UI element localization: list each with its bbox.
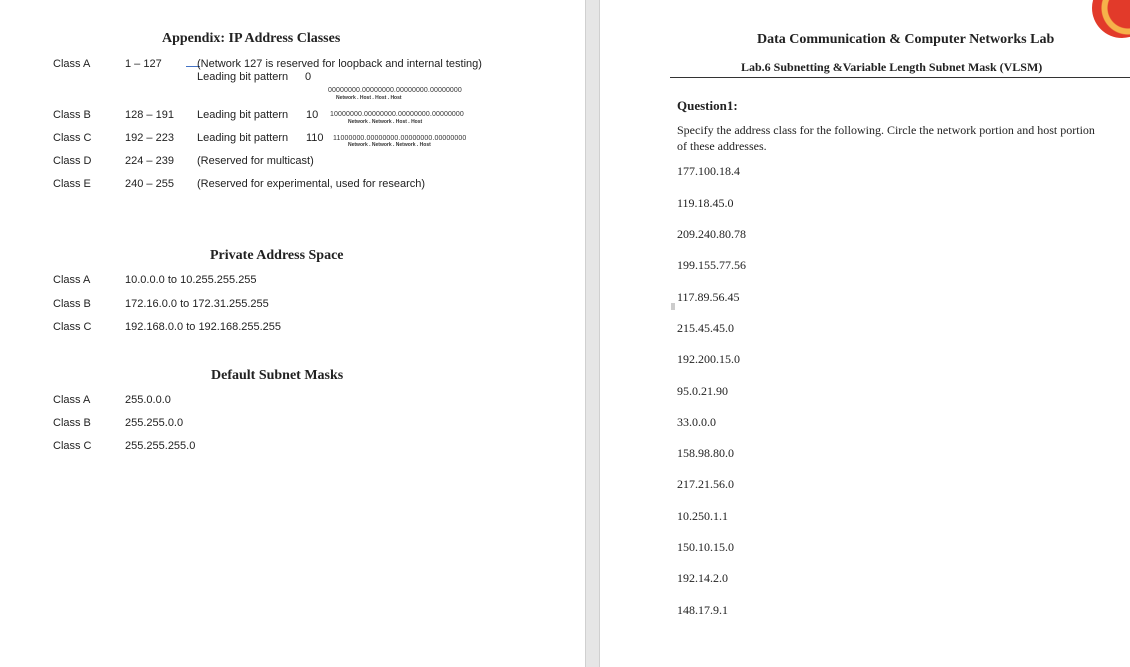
class-b-pattern: 10 [306,109,319,121]
class-a-pattern: 0 [305,71,312,83]
class-d-note: (Reserved for multicast) [197,155,314,167]
class-b-pattern-label: Leading bit pattern [197,109,289,121]
class-a-label: Class A [53,58,91,70]
address-item: 95.0.21.90 [677,384,728,398]
class-e-range: 240 – 255 [125,178,174,190]
private-class-c-range: 192.168.0.0 to 192.168.255.255 [125,321,282,333]
address-item: 199.155.77.56 [677,258,746,272]
address-item: 192.14.2.0 [677,571,728,585]
private-class-b-label: Class B [53,298,91,310]
address-item: 217.21.56.0 [677,477,734,491]
address-item: 215.45.45.0 [677,321,734,335]
header-title: Data Communication & Computer Networks Lab [757,32,1055,47]
address-item: 150.10.15.0 [677,540,734,554]
class-c-bits-labels: Network . Network . Network . Host [348,142,431,148]
class-a-bits-labels: Network . Host . Host . Host [336,95,402,101]
class-d-range: 224 – 239 [125,155,174,167]
class-a-bits: 00000000.00000000.00000000.00000000 [328,87,462,94]
address-item: 192.200.15.0 [677,352,740,366]
page-separator [585,0,600,667]
class-c-bits: 11000000.00000000.00000000.00000000 [333,135,467,142]
mask-class-a-label: Class A [53,394,91,406]
address-item: 148.17.9.1 [677,603,728,617]
private-class-a-label: Class A [53,274,91,286]
private-class-a-range: 10.0.0.0 to 10.255.255.255 [125,274,257,286]
address-item: 33.0.0.0 [677,415,716,429]
instructions-line-1: Specify the address class for the following. Circle the network portion and host portion [677,123,1095,137]
mask-class-c-label: Class C [53,440,92,452]
address-item: 158.98.80.0 [677,446,734,460]
class-e-note: (Reserved for experimental, used for research) [197,178,426,190]
default-masks-title: Default Subnet Masks [211,368,344,383]
text-cursor-marker [671,303,675,310]
address-item: 117.89.56.45 [677,290,740,304]
class-a-pattern-label: Leading bit pattern [197,71,289,83]
address-item: 177.100.18.4 [677,164,740,178]
question-label: Question1: [677,98,738,113]
class-b-bits: 10000000.00000000.00000000.00000000 [330,111,464,118]
appendix-title: Appendix: IP Address Classes [162,31,341,46]
class-c-pattern: 110 [306,132,324,144]
mask-class-a-value: 255.0.0.0 [125,394,171,406]
class-b-bits-labels: Network . Network . Host . Host [348,119,423,125]
private-class-c-label: Class C [53,321,92,333]
class-b-label: Class B [53,109,91,121]
class-e-label: Class E [53,178,91,190]
class-d-label: Class D [53,155,92,167]
address-item: 119.18.45.0 [677,196,734,210]
university-seal-logo [1092,0,1130,38]
header-rule [670,77,1130,78]
instructions-line-2: of these addresses. [677,139,767,153]
address-item: 10.250.1.1 [677,509,728,523]
class-c-range: 192 – 223 [125,132,174,144]
private-address-title: Private Address Space [210,248,344,263]
mask-class-b-label: Class B [53,417,91,429]
class-c-pattern-label: Leading bit pattern [197,132,289,144]
class-a-note: (Network 127 is reserved for loopback and internal testing) [197,58,482,70]
private-class-b-range: 172.16.0.0 to 172.31.255.255 [125,298,269,310]
right-document-page [600,0,1130,667]
address-item: 209.240.80.78 [677,227,746,241]
lab-title: Lab.6 Subnetting &Variable Length Subnet Mask (VLSM) [741,60,1043,74]
class-b-range: 128 – 191 [125,109,174,121]
mask-class-b-value: 255.255.0.0 [125,417,184,429]
class-a-range: 1 – 127 [125,58,162,70]
class-c-label: Class C [53,132,92,144]
mask-class-c-value: 255.255.255.0 [125,440,196,452]
